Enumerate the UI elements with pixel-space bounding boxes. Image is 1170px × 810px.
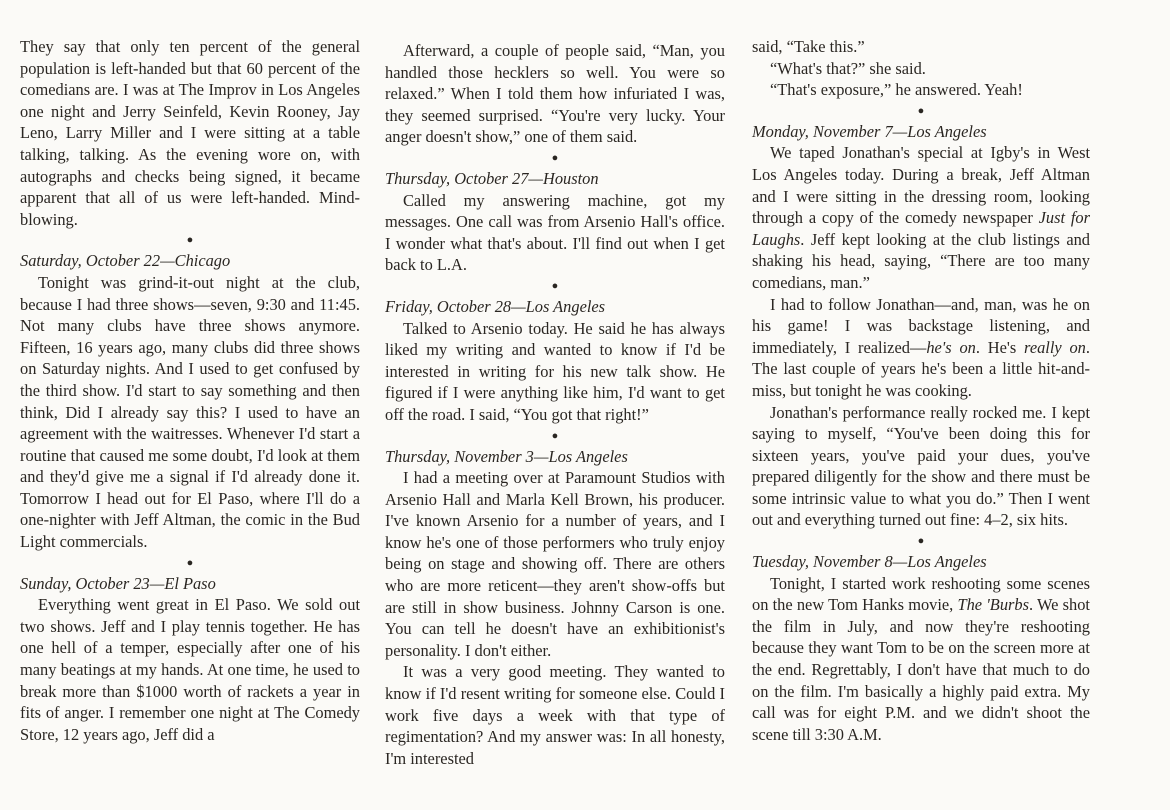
paragraph: Everything went great in El Paso. We sold out two shows. Jeff and I play tennis together. He has one hell of a temper, especially after one of his many beatings at my hands. At one time, he used to break more than $1000 worth of rackets a year in fits of anger. I remember one night at The Comedy Store, 12 years ago, Jeff did a <box>20 595 360 744</box>
paragraph: Talked to Arsenio today. He said he has always liked my writing and wanted to know if I'd be interested in writing for his new talk show. He figured if I were anything like him, I'd want to get off the road. I said, “You got that right!” <box>385 318 725 424</box>
column-3 <box>752 36 1090 745</box>
paragraph: It was a very good meeting. They wanted to know if I'd resent writing for someone else. Could I work five days a week with that type of regimentation? And my answer was: In all honesty, I'm interested <box>385 662 725 768</box>
entry-dateline: Thursday, November 3—Los Angeles <box>385 446 628 466</box>
paragraph: I had a meeting over at Paramount Studios with Arsenio Hall and Marla Kell Brown, his producer. I've known Arsenio for a number of years, and I know he's one of those performers who truly enjoy being on stage and showing off. There are others who are more reticent—they aren't show-offs but are still in show business. Johnny Carson is one. You can tell he doesn't have an exhibitionist's personality. I don't either. <box>385 468 725 660</box>
entry-dateline: Tuesday, November 8—Los Angeles <box>752 552 987 572</box>
column-1 <box>20 36 360 745</box>
paragraph: Tonight was grind-it-out night at the club, because I had three shows—seven, 9:30 and 11:45. Not many clubs have three shows anymore. Fifteen, 16 years ago, many clubs did three shows on Saturday nights. And I used to get confused by the third show. I'd start to say something and then think, Did I already say this? I used to have an agreement with the waitresses. Whenever I'd start a routine that caused me some doubt, I'd look at them and they'd give me a signal if I'd already done it. Tomorrow I head out for El Paso, where I'll do a one-nighter with Jeff Altman, the comic in the Bud Light commercials. <box>20 272 360 552</box>
paragraph: We taped Jonathan's special at Igby's in West Los Angeles today. During a break, Jeff Altman and I were sitting in the dressing room, looking through a copy of the comedy newspaper Just for Laughs. Jeff kept looking at the club listings and shaking his head, saying, “There are too many comedians, man.” <box>752 143 1090 292</box>
section-separator-bullet: ● <box>551 429 559 442</box>
entry-dateline: Friday, October 28—Los Angeles <box>385 296 606 316</box>
paragraph: Jonathan's performance really rocked me. I kept saying to myself, “You've been doing this for sixteen years, you've paid your dues, you've prepared diligently for the show and there must be some intrinsic value to what you do.” Then I went out and everything turned out fine: 4–2, six hits. <box>752 402 1090 530</box>
paragraph: They say that only ten percent of the general population is left-handed but that 60 percent of the comedians are. I was at The Improv in Los Angeles one night and Jerry Seinfeld, Kevin Rooney, Jay Leno, Larry Miller and I were sitting at a table talking, talking. As the evening wore on, with autographs and checks being signed, it became apparent that all of us were left-handed. Mind-blowing. <box>20 37 360 229</box>
section-separator-bullet: ● <box>917 535 925 548</box>
paragraph: Tonight, I started work reshooting some scenes on the new Tom Hanks movie, The 'Burbs. We shot the film in July, and now they're reshooting because they want Tom to be on the screen more at the end. Regrettably, I don't have that much to do on the film. I'm basically a highly paid extra. My call was for eight P.M. and we didn't shoot the scene till 3:30 A.M. <box>752 573 1090 744</box>
entry-dateline: Saturday, October 22—Chicago <box>20 251 231 271</box>
section-separator-bullet: ● <box>917 104 925 117</box>
entry-dateline: Thursday, October 27—Houston <box>385 168 599 188</box>
section-separator-bullet: ● <box>551 279 559 292</box>
section-separator-bullet: ● <box>551 151 559 164</box>
paragraph: I had to follow Jonathan—and, man, was he on his game! I was backstage listening, and immediately, I realized—he's on. He's really on. The last couple of years he's been a little hit-and-miss, but tonight he was cooking. <box>752 294 1090 400</box>
column-2 <box>385 40 725 769</box>
entry-dateline: Monday, November 7—Los Angeles <box>752 121 987 141</box>
paragraph: Called my answering machine, got my messages. One call was from Arsenio Hall's office. I wonder what that's about. I'll find out when I get back to L.A. <box>385 190 725 275</box>
paragraph: “That's exposure,” he answered. Yeah! <box>770 80 1023 100</box>
section-separator-bullet: ● <box>186 556 194 569</box>
paragraph: “What's that?” she said. <box>770 58 926 78</box>
entry-dateline: Sunday, October 23—El Paso <box>20 573 216 593</box>
paragraph: Afterward, a couple of people said, “Man, you handled those hecklers so well. You were so relaxed.” When I told them how infuriated I was, they seemed surprised. “You're very lucky. Your anger doesn't show,” one of them said. <box>385 41 725 147</box>
paragraph: said, “Take this.” <box>752 37 865 56</box>
section-separator-bullet: ● <box>186 234 194 247</box>
